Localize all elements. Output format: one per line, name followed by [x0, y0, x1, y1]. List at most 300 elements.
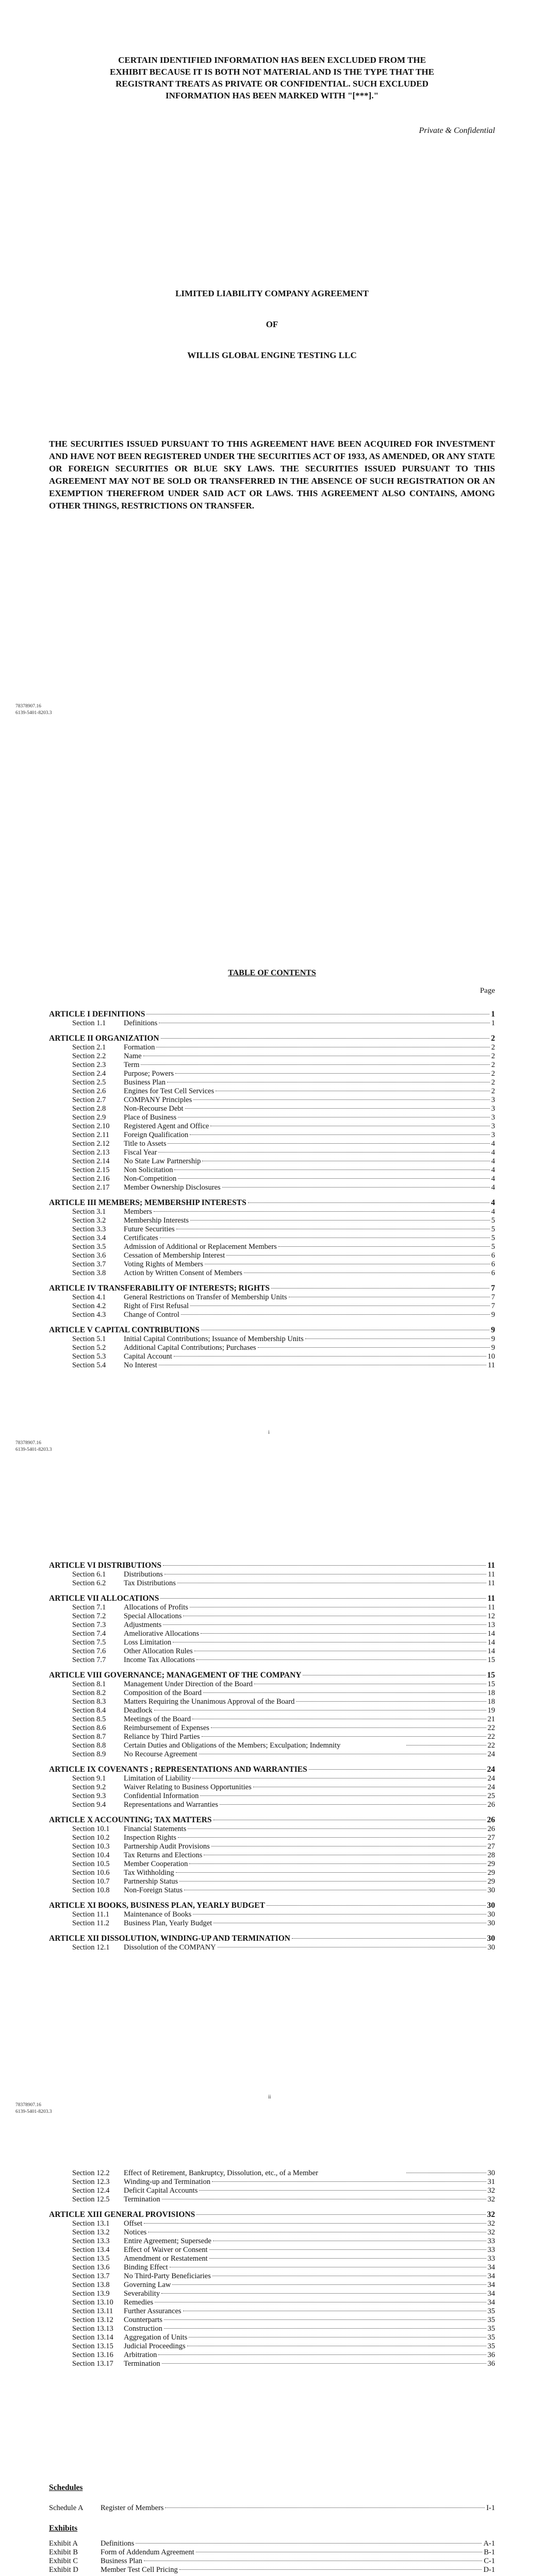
toc-section-entry[interactable] [49, 1733, 495, 1741]
toc-section-entry[interactable] [49, 1043, 495, 1052]
page-ref: 1 [491, 1019, 495, 1027]
section-number: Section 11.2 [72, 1919, 109, 1927]
section-title: Change of Control [124, 1311, 179, 1319]
page-ref: 15 [487, 1680, 495, 1688]
section-title: Partnership Audit Provisions [124, 1842, 210, 1851]
section-number: Section 10.1 [72, 1825, 110, 1833]
section-number: Section 12.4 [72, 2187, 110, 2195]
section-title: Matters Requiring the Unanimous Approval of the Board [124, 1698, 295, 1706]
toc-section-entry[interactable] [49, 1741, 495, 1750]
section-title: Non-Foreign Status [124, 1886, 183, 1894]
section-number: Section 4.2 [72, 1302, 106, 1310]
section-number: Section 13.11 [72, 2307, 113, 2315]
section-number: Section 2.3 [72, 1061, 106, 1069]
article-title: ARTICLE VI DISTRIBUTIONS [49, 1561, 161, 1570]
dot-leader [168, 1143, 489, 1144]
toc-section-entry[interactable] [49, 1724, 495, 1733]
article-title: ARTICLE VII ALLOCATIONS [49, 1594, 159, 1603]
toc-section-entry[interactable] [49, 1122, 495, 1131]
toc-section-entry[interactable] [49, 1105, 495, 1113]
dot-leader [309, 1769, 486, 1770]
toc-section-entry[interactable] [49, 1335, 495, 1344]
section-title: Maintenance of Books [124, 1910, 192, 1919]
page-ref: 14 [487, 1647, 495, 1655]
toc-section-entry[interactable] [49, 1225, 495, 1234]
section-number: Section 13.8 [72, 2281, 110, 2289]
section-title: Cessation of Membership Interest [124, 1251, 225, 1260]
page-ref: 30 [487, 1934, 495, 1943]
section-number: Section 10.6 [72, 1869, 110, 1877]
page-ref: 30 [487, 1886, 495, 1894]
toc-section-entry[interactable] [49, 1361, 495, 1370]
page-ref: 11 [488, 1579, 495, 1587]
toc-section-entry[interactable] [49, 2228, 495, 2237]
section-number: Section 13.1 [72, 2219, 110, 2228]
toc-section-entry[interactable] [49, 2307, 495, 2316]
toc-section-entry[interactable] [49, 1269, 495, 1278]
section-title: Waiver Relating to Business Opportunities [124, 1783, 252, 1791]
dot-leader [220, 1804, 486, 1805]
section-title: Dissolution of the COMPANY [124, 1943, 216, 1952]
toc-section-entry[interactable] [49, 1293, 495, 1302]
section-number: Section 13.12 [72, 2316, 113, 2324]
page-ref: 6 [491, 1251, 495, 1260]
toc-section-entry[interactable] [49, 1706, 495, 1715]
section-number: Section 7.6 [72, 1647, 106, 1655]
toc-section-entry[interactable] [49, 2298, 495, 2307]
toc-section-entry[interactable] [49, 1886, 495, 1895]
article-title: ARTICLE I DEFINITIONS [49, 1010, 145, 1019]
toc-section-entry[interactable] [49, 1087, 495, 1096]
dot-leader [161, 1038, 490, 1039]
page-ref: 29 [487, 1877, 495, 1886]
toc-section-entry[interactable] [49, 1344, 495, 1352]
section-number: Section 10.8 [72, 1886, 110, 1894]
article-title: ARTICLE X ACCOUNTING; TAX MATTERS [49, 1816, 212, 1824]
dot-leader [172, 2284, 486, 2285]
section-number: Section 2.10 [72, 1122, 110, 1130]
page-ref: 25 [487, 1792, 495, 1800]
section-number: Section 3.1 [72, 1208, 106, 1216]
toc-article-entry[interactable] [49, 1671, 495, 1680]
section-title: No Third-Party Beneficiaries [124, 2272, 211, 2280]
section-title: Governing Law [124, 2281, 171, 2289]
toc-section-entry[interactable] [49, 1656, 495, 1665]
page-ref: 1 [491, 1010, 495, 1019]
toc-article-entry[interactable] [49, 1765, 495, 1774]
toc-section-entry[interactable] [49, 1851, 495, 1860]
toc-section-entry[interactable] [49, 1869, 495, 1877]
section-title: Counterparts [124, 2316, 162, 2324]
page-ref: 29 [487, 1869, 495, 1877]
page-ref: 2 [491, 1061, 495, 1069]
toc-section-entry[interactable] [49, 2272, 495, 2281]
toc-article-entry[interactable] [49, 1034, 495, 1043]
section-title: No Interest [124, 1361, 157, 1369]
page-ref: 2 [491, 1043, 495, 1052]
toc-section-entry[interactable] [49, 1943, 495, 1952]
toc-article-entry[interactable] [49, 1326, 495, 1335]
section-title: Aggregation of Units [124, 2333, 188, 2342]
toc-section-entry[interactable] [49, 1078, 495, 1087]
toc-section-entry[interactable] [49, 1919, 495, 1928]
dot-leader [222, 1187, 490, 1188]
section-number: Section 7.1 [72, 1603, 106, 1612]
doc-ref: 6139-5401-8203.3 [15, 2109, 52, 2114]
section-title: Membership Interests [124, 1216, 189, 1225]
section-number: Section 4.1 [72, 1293, 106, 1301]
doc-ref: 6139-5401-8203.3 [15, 1447, 52, 1452]
page-ref: C-1 [484, 2557, 495, 2565]
dot-leader [154, 1211, 490, 1212]
section-number: Section 7.7 [72, 1656, 106, 1664]
toc-section-entry[interactable] [49, 1352, 495, 1361]
toc-section-entry[interactable] [49, 1621, 495, 1630]
page-ref: 6 [491, 1260, 495, 1268]
section-number: Section 9.3 [72, 1792, 106, 1800]
toc-section-entry[interactable] [49, 1019, 495, 1028]
toc-section-entry[interactable] [49, 2325, 495, 2333]
section-title: Tax Returns and Elections [124, 1851, 203, 1859]
section-title: No Recourse Agreement [124, 1750, 197, 1758]
page-ref: 22 [487, 1733, 495, 1741]
toc-section-entry[interactable] [49, 2290, 495, 2298]
section-number: Section 12.1 [72, 1943, 110, 1952]
page-ref: B-1 [484, 2548, 495, 2556]
toc-section-entry[interactable] [49, 1680, 495, 1689]
toc-list [49, 2169, 495, 2368]
toc-section-entry[interactable] [49, 1689, 495, 1698]
page-ref: 18 [487, 1689, 495, 1697]
toc-section-entry[interactable] [49, 1166, 495, 1175]
section-title: Management Under Direction of the Board [124, 1680, 253, 1688]
section-number: Section 8.2 [72, 1689, 106, 1697]
section-number: Section 3.6 [72, 1251, 106, 1260]
dot-leader [164, 2328, 486, 2329]
toc-section-entry[interactable] [49, 2360, 495, 2368]
section-number: Section 2.5 [72, 1078, 106, 1087]
page-ref: 15 [487, 1671, 495, 1680]
page-ref: 24 [487, 1774, 495, 1783]
schedule-entry-title: Register of Members [101, 2504, 164, 2512]
section-title: COMPANY Principles [124, 1096, 192, 1104]
page-ref: 2 [491, 1052, 495, 1060]
section-number: Section 7.2 [72, 1612, 106, 1620]
section-title: Partnership Status [124, 1877, 178, 1886]
toc-section-entry[interactable] [49, 1877, 495, 1886]
toc-section-entry[interactable] [49, 1792, 495, 1801]
toc-article-entry[interactable] [49, 1594, 495, 1603]
section-number: Section 2.9 [72, 1113, 106, 1122]
section-number: Section 13.3 [72, 2237, 110, 2245]
toc-section-entry[interactable] [49, 1243, 495, 1251]
exhibit-entry-title: Business Plan [101, 2557, 142, 2565]
toc-section-entry[interactable] [49, 2333, 495, 2342]
section-number: Section 8.7 [72, 1733, 106, 1741]
toc-article-entry[interactable] [49, 1816, 495, 1825]
section-title: Effect of Retirement, Bankruptcy, Dissolution, etc., of a Member [124, 2169, 318, 2177]
section-number: Section 10.7 [72, 1877, 110, 1886]
section-title: Definitions [124, 1019, 158, 1027]
section-title: Amendment or Restatement [124, 2255, 208, 2263]
section-number: Section 2.14 [72, 1157, 110, 1165]
section-number: Section 2.1 [72, 1043, 106, 1052]
toc-section-entry[interactable] [49, 2219, 495, 2228]
section-title: Termination [124, 2360, 160, 2368]
doc-footer [15, 2102, 52, 2115]
page-ref: 24 [487, 1765, 495, 1774]
dot-leader [141, 1064, 489, 1065]
page-ref: 26 [487, 1816, 495, 1824]
toc-section-entry[interactable] [49, 2351, 495, 2360]
section-title: Right of First Refusal [124, 1302, 189, 1310]
toc-section-entry[interactable] [49, 1801, 495, 1809]
page-ref: 4 [491, 1175, 495, 1183]
section-number: Section 9.4 [72, 1801, 106, 1809]
schedule-entry[interactable] [49, 2504, 495, 2513]
page-ref: 3 [491, 1113, 495, 1122]
section-title: Reliance by Third Parties [124, 1733, 200, 1741]
page-ref: 4 [491, 1148, 495, 1157]
section-title: Registered Agent and Office [124, 1122, 209, 1130]
section-number: Section 2.4 [72, 1070, 106, 1078]
toc-section-entry[interactable] [49, 1052, 495, 1061]
toc-section-entry[interactable] [49, 1647, 495, 1656]
page-ref: 35 [487, 2325, 495, 2333]
toc-section-entry[interactable] [49, 1570, 495, 1579]
section-number: Section 13.7 [72, 2272, 110, 2280]
toc-section-entry[interactable] [49, 2263, 495, 2272]
page-ref: 36 [487, 2360, 495, 2368]
toc-section-entry[interactable] [49, 1698, 495, 1706]
dot-leader [200, 1795, 486, 1796]
section-title: Judicial Proceedings [124, 2342, 186, 2350]
page-ref: 5 [491, 1243, 495, 1251]
exhibit-entry[interactable] [49, 2566, 495, 2574]
toc-article-entry[interactable] [49, 1010, 495, 1019]
toc-section-entry[interactable] [49, 2169, 495, 2178]
exhibit-entry-number: Exhibit C [49, 2557, 78, 2565]
toc-section-entry[interactable] [49, 1148, 495, 1157]
section-number: Section 2.17 [72, 1183, 110, 1192]
page-ref: 29 [487, 1860, 495, 1868]
dot-leader [212, 2181, 486, 2182]
dot-leader [258, 1347, 490, 1348]
agreement-title: LIMITED LIABILITY COMPANY AGREEMENT [175, 289, 369, 298]
page-ref: 32 [487, 2195, 495, 2204]
page-ref: 2 [491, 1087, 495, 1095]
dot-leader [271, 1288, 489, 1289]
page-ref: 26 [487, 1801, 495, 1809]
toc-section-entry[interactable] [49, 2246, 495, 2255]
toc-section-entry[interactable] [49, 1825, 495, 1834]
page-ref: 4 [491, 1166, 495, 1174]
page-ref: 32 [487, 2187, 495, 2195]
dot-leader [165, 2507, 485, 2508]
doc-id: 78378907.16 [15, 2103, 41, 2108]
section-title: Inspection Rights [124, 1834, 176, 1842]
page-ref: 4 [491, 1140, 495, 1148]
article-title: ARTICLE IV TRANSFERABILITY OF INTERESTS; RIGHTS [49, 1284, 270, 1293]
page-ref: 3 [491, 1105, 495, 1113]
exhibit-entry-number: Exhibit B [49, 2548, 78, 2556]
section-number: Section 2.6 [72, 1087, 106, 1095]
page-ref: 18 [487, 1698, 495, 1706]
page-ref: 34 [487, 2263, 495, 2272]
section-title: Future Securities [124, 1225, 175, 1233]
toc-article-entry[interactable] [49, 1934, 495, 1943]
toc-section-entry[interactable] [49, 2178, 495, 2187]
doc-footer [15, 1440, 52, 1453]
section-title: Admission of Additional or Replacement Members [124, 1243, 277, 1251]
article-title: ARTICLE IX COVENANTS ; REPRESENTATIONS AND WARRANTIES [49, 1765, 307, 1774]
section-title: Deadlock [124, 1706, 153, 1715]
section-number: Section 8.6 [72, 1724, 106, 1732]
toc-article-entry[interactable] [49, 1284, 495, 1293]
toc-section-entry[interactable] [49, 1311, 495, 1319]
section-number: Section 10.2 [72, 1834, 110, 1842]
page-ref: 9 [491, 1344, 495, 1352]
toc-article-entry[interactable] [49, 1901, 495, 1910]
exhibit-entry[interactable] [49, 2548, 495, 2557]
dot-leader [163, 1565, 486, 1566]
toc-section-entry[interactable] [49, 1750, 495, 1759]
section-title: Voting Rights of Members [124, 1260, 203, 1268]
section-number: Section 3.4 [72, 1234, 106, 1242]
section-title: Meetings of the Board [124, 1715, 191, 1723]
toc-section-entry[interactable] [49, 1175, 495, 1183]
section-title: Construction [124, 2325, 162, 2333]
page-ref: 30 [487, 1910, 495, 1919]
toc-section-entry[interactable] [49, 1113, 495, 1122]
toc-section-entry[interactable] [49, 1096, 495, 1105]
toc-section-entry[interactable] [49, 1302, 495, 1311]
dot-leader [190, 1220, 490, 1221]
toc-section-entry[interactable] [49, 1070, 495, 1078]
section-title: Remedies [124, 2298, 154, 2307]
page-ref: 34 [487, 2290, 495, 2298]
section-title: Non-Competition [124, 1175, 177, 1183]
section-title: Non-Recourse Debt [124, 1105, 184, 1113]
toc-section-entry[interactable] [49, 1860, 495, 1869]
toc-section-entry[interactable] [49, 1842, 495, 1851]
toc-section-entry[interactable] [49, 1183, 495, 1192]
section-number: Section 13.5 [72, 2255, 110, 2263]
toc-section-entry[interactable] [49, 1638, 495, 1647]
page-ref: 11 [488, 1570, 495, 1579]
doc-id: 78378907.16 [15, 1440, 41, 1446]
toc-section-entry[interactable] [49, 1061, 495, 1070]
dot-leader [178, 1837, 486, 1838]
section-title: Additional Capital Contributions; Purchases [124, 1344, 256, 1352]
toc-section-entry[interactable] [49, 1834, 495, 1842]
section-title: Arbitration [124, 2351, 157, 2359]
toc-section-entry[interactable] [49, 1783, 495, 1792]
dot-leader [176, 1872, 486, 1873]
toc-section-entry[interactable] [49, 1579, 495, 1588]
section-title: Tax Withholding [124, 1869, 174, 1877]
section-number: Section 2.11 [72, 1131, 109, 1139]
page-ref: 30 [487, 1919, 495, 1927]
section-number: Section 12.3 [72, 2178, 110, 2186]
toc-section-entry[interactable] [49, 2342, 495, 2351]
toc-page-2 [0, 1535, 544, 2143]
page-ref: 15 [487, 1656, 495, 1664]
toc-section-entry[interactable] [49, 1612, 495, 1621]
toc-title: TABLE OF CONTENTS [228, 969, 316, 977]
toc-page-1 [0, 907, 544, 1535]
toc-section-entry[interactable] [49, 1216, 495, 1225]
toc-section-entry[interactable] [49, 1774, 495, 1783]
section-title: General Restrictions on Transfer of Membership Units [124, 1293, 287, 1301]
page-ref: 33 [487, 2237, 495, 2245]
section-title: Deficit Capital Accounts [124, 2187, 198, 2195]
toc-section-entry[interactable] [49, 2237, 495, 2246]
toc-section-entry[interactable] [49, 2195, 495, 2204]
toc-section-entry[interactable] [49, 1208, 495, 1216]
toc-section-entry[interactable] [49, 1260, 495, 1269]
dot-leader [201, 1633, 486, 1634]
dot-leader [267, 1905, 486, 1906]
page-ref: 11 [487, 1561, 495, 1570]
page-ref: 4 [491, 1183, 495, 1192]
toc-section-entry[interactable] [49, 1715, 495, 1724]
page-number: i [268, 1430, 270, 1435]
toc-article-entry[interactable] [49, 2210, 495, 2219]
section-title: Representations and Warranties [124, 1801, 218, 1809]
section-title: Special Allocations [124, 1612, 182, 1620]
toc-article-entry[interactable] [49, 1198, 495, 1208]
toc-section-entry[interactable] [49, 2187, 495, 2195]
section-number: Section 13.15 [72, 2342, 113, 2350]
page-ref: 30 [487, 1943, 495, 1952]
toc-section-entry[interactable] [49, 1603, 495, 1612]
page-ref: 5 [491, 1225, 495, 1233]
section-number: Section 13.10 [72, 2298, 113, 2307]
section-number: Section 7.4 [72, 1630, 106, 1638]
toc-section-entry[interactable] [49, 2281, 495, 2290]
toc-section-entry[interactable] [49, 1131, 495, 1140]
page-ref: 3 [491, 1131, 495, 1139]
toc-section-entry[interactable] [49, 1630, 495, 1638]
toc-section-entry[interactable] [49, 1140, 495, 1148]
dot-leader [193, 1099, 489, 1100]
toc-section-entry[interactable] [49, 2255, 495, 2263]
page-ref: 6 [491, 1269, 495, 1277]
schedules-heading: Schedules [49, 2483, 83, 2492]
toc-list [49, 1561, 495, 1952]
page-ref: 32 [487, 2228, 495, 2236]
toc-section-entry[interactable] [49, 2316, 495, 2325]
toc-article-entry[interactable] [49, 1561, 495, 1570]
exhibit-entry[interactable] [49, 2539, 495, 2548]
section-title: Business Plan [124, 1078, 166, 1087]
toc-section-entry[interactable] [49, 1157, 495, 1166]
toc-section-entry[interactable] [49, 1234, 495, 1243]
dot-leader [196, 2214, 485, 2215]
section-number: Section 5.4 [72, 1361, 106, 1369]
exhibits-heading: Exhibits [49, 2524, 78, 2533]
toc-section-entry[interactable] [49, 1251, 495, 1260]
exhibit-entry[interactable] [49, 2557, 495, 2566]
section-number: Section 2.2 [72, 1052, 106, 1060]
toc-section-entry[interactable] [49, 1910, 495, 1919]
section-title: Fiscal Year [124, 1148, 157, 1157]
page-ref: 35 [487, 2342, 495, 2350]
dot-leader [248, 1202, 490, 1203]
section-title: Further Assurances [124, 2307, 182, 2315]
section-number: Section 13.14 [72, 2333, 113, 2342]
